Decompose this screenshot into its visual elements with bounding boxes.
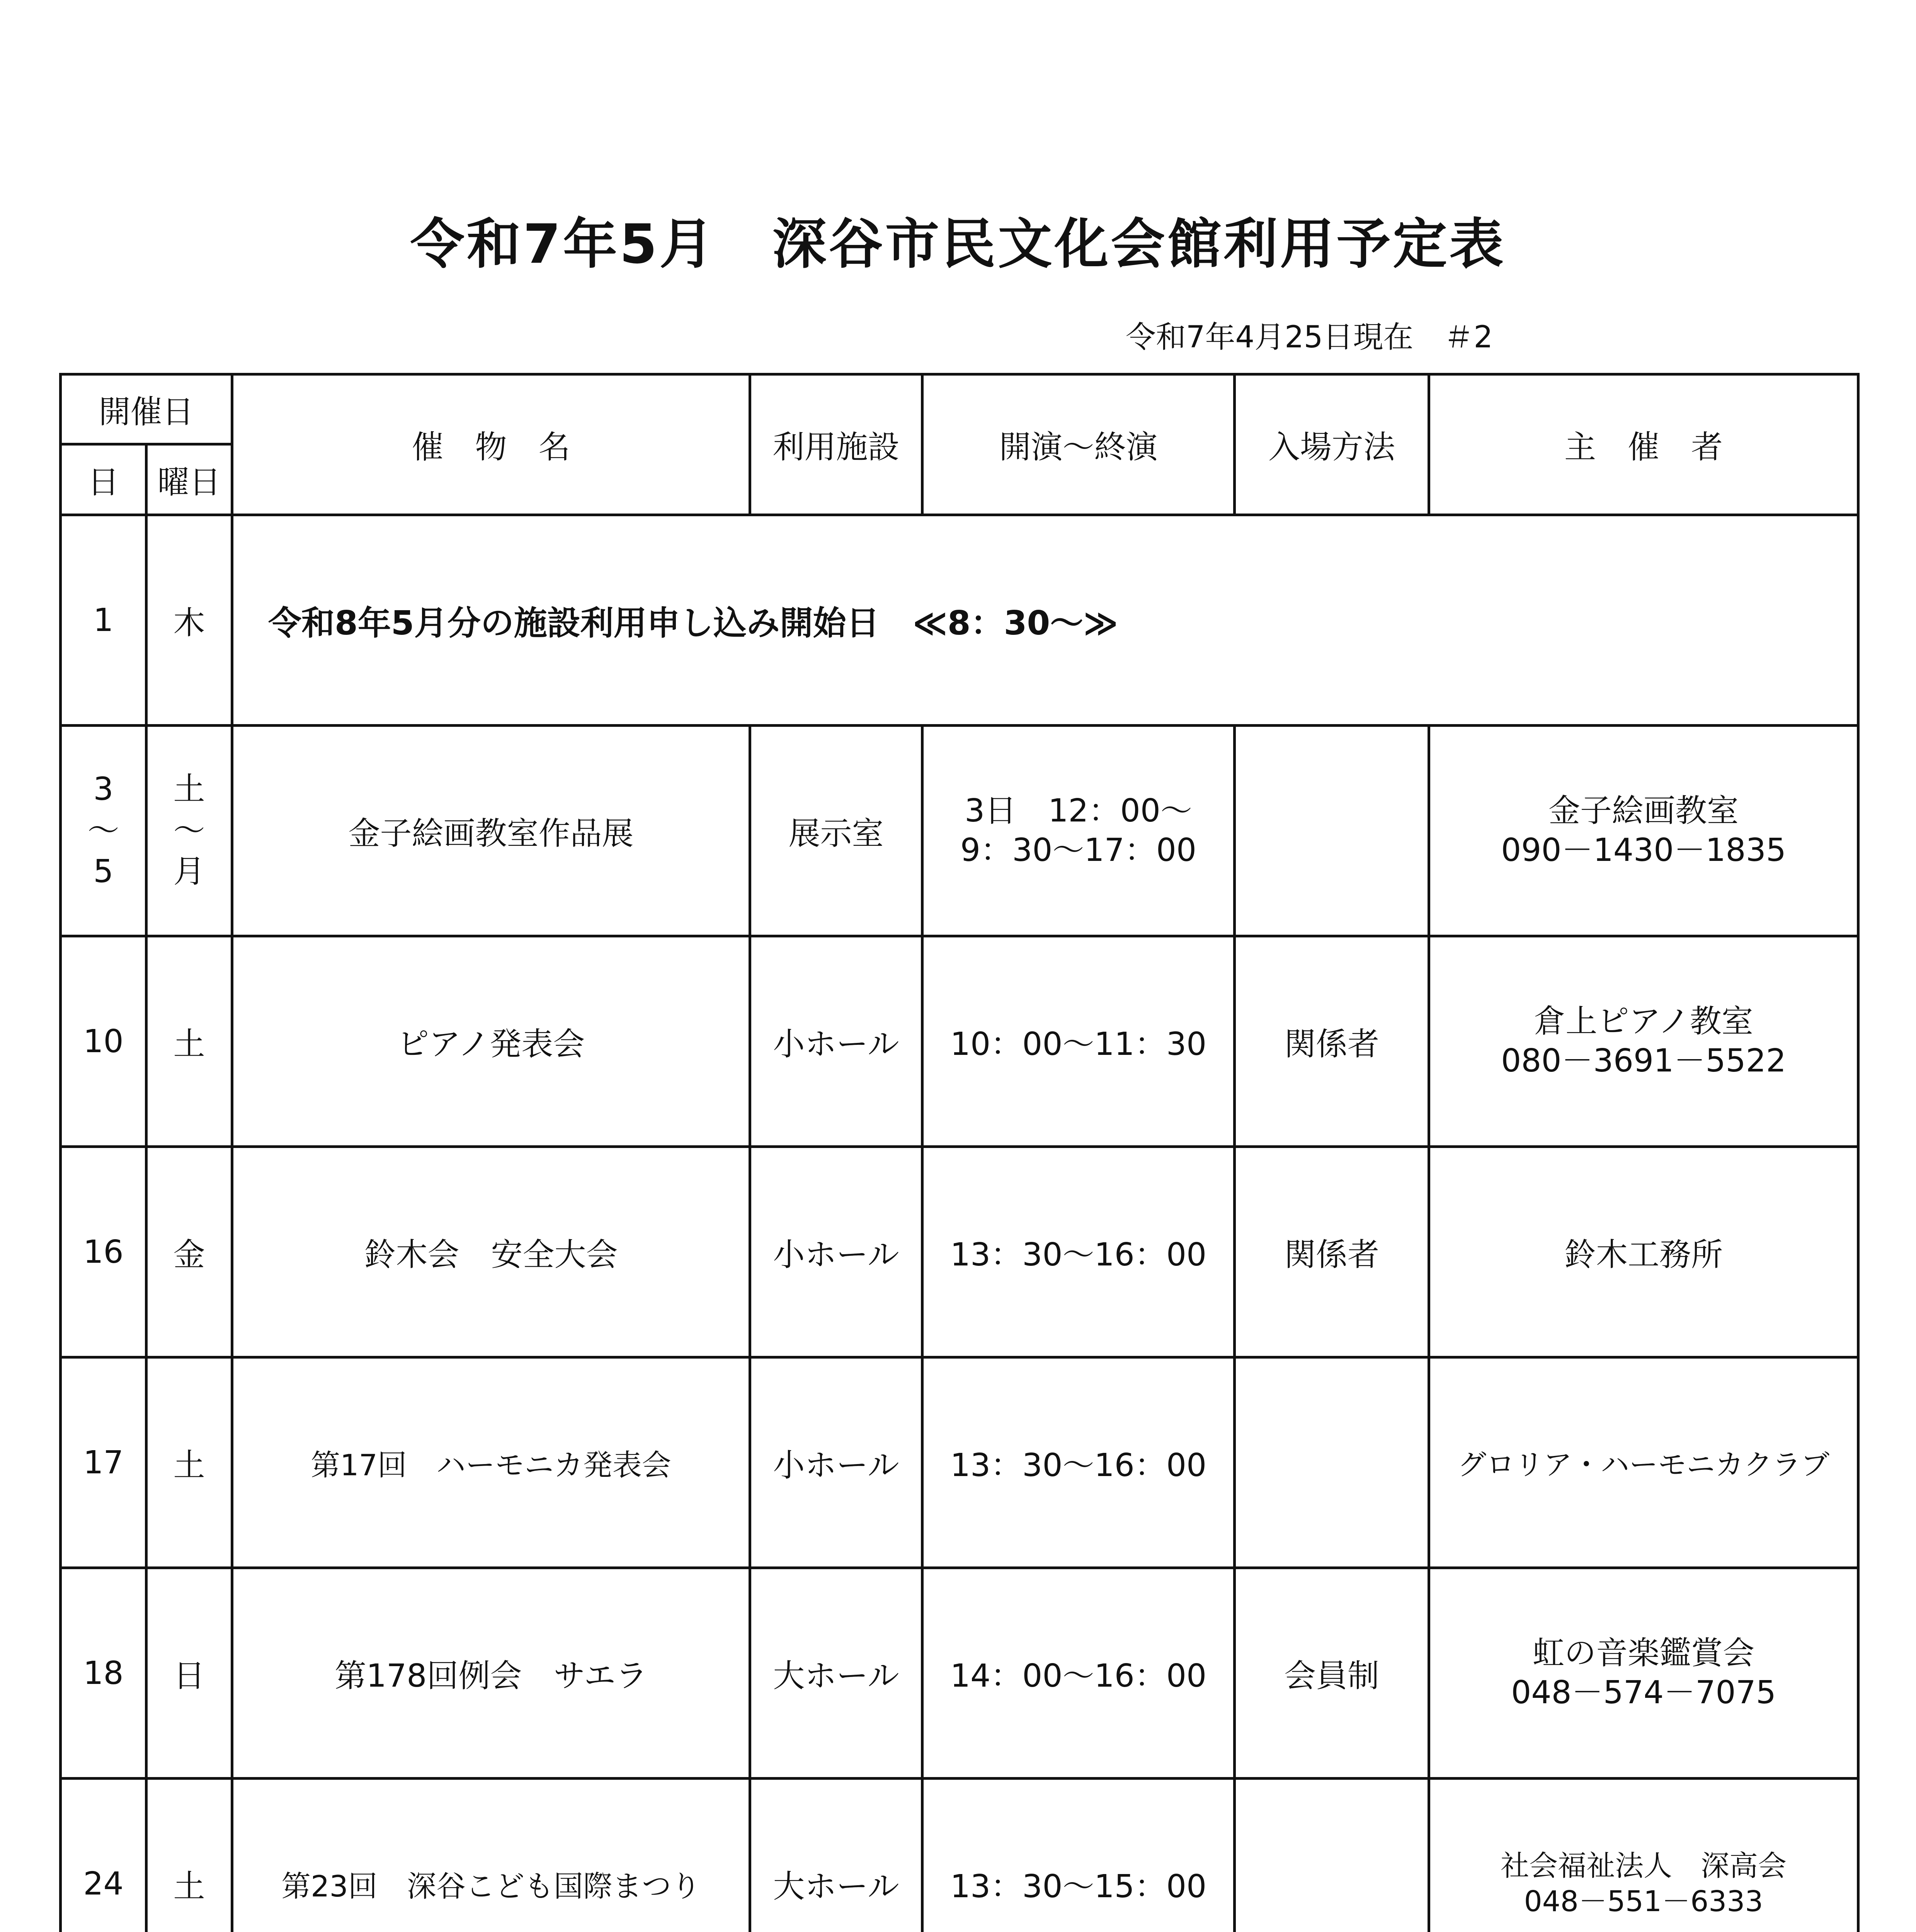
weekday-cell: 土 — [146, 1779, 232, 1932]
weekday-cell: 土 — [146, 936, 232, 1147]
time-cell: 13：30～15：00 — [922, 1779, 1235, 1932]
header-time: 開演～終演 — [922, 374, 1235, 515]
weekday-cell: 土 — [146, 1357, 232, 1568]
day-cell: 3 ～ 5 — [61, 726, 146, 936]
admission-cell — [1235, 1779, 1429, 1932]
header-admission: 入場方法 — [1235, 374, 1429, 515]
time-cell: 10：00～11：30 — [922, 936, 1235, 1147]
header-day: 日 — [61, 444, 146, 515]
table-row — [61, 1779, 1858, 1932]
day-cell: 17 — [61, 1357, 146, 1568]
event-cell: 金子絵画教室作品展 — [232, 726, 750, 936]
weekday-cell: 金 — [146, 1147, 232, 1357]
day-cell: 1 — [61, 515, 146, 726]
as-of-date: 令和7年4月25日現在 ＃2 — [1125, 320, 1493, 355]
facility-cell: 小ホール — [750, 1147, 922, 1357]
time-cell: 14：00～16：00 — [922, 1568, 1235, 1779]
facility-cell: 大ホール — [750, 1568, 922, 1779]
day-cell: 10 — [61, 936, 146, 1147]
organizer-cell: 虹の音楽鑑賞会 048－574－7075 — [1429, 1568, 1858, 1779]
organizer-cell: 社会福祉法人 深高会 048－551－6333 — [1429, 1779, 1858, 1932]
day-cell: 24 — [61, 1779, 146, 1932]
facility-cell: 展示室 — [750, 726, 922, 936]
admission-cell — [1235, 726, 1429, 936]
header-weekday: 曜日 — [146, 444, 232, 515]
organizer-cell: 金子絵画教室 090－1430－1835 — [1429, 726, 1858, 936]
schedule-table — [59, 373, 1860, 1932]
event-cell: 第17回 ハーモニカ発表会 — [232, 1357, 750, 1568]
table-row — [61, 936, 1858, 1147]
facility-cell: 小ホール — [750, 1357, 922, 1568]
table-row — [61, 1147, 1858, 1357]
weekday-cell: 土 ～ 月 — [146, 726, 232, 936]
admission-cell — [1235, 1357, 1429, 1568]
header-organizer: 主 催 者 — [1429, 374, 1858, 515]
time-cell: 3日 12：00～ 9：30～17：00 — [922, 726, 1235, 936]
table-row — [61, 1357, 1858, 1568]
page-title: 令和7年5月 深谷市民文化会館利用予定表 — [410, 213, 1506, 276]
table-row — [61, 515, 1858, 726]
time-cell: 13：30～16：00 — [922, 1147, 1235, 1357]
notice-cell: 令和8年5月分の施設利用申し込み開始日 ≪8：30～≫ — [232, 515, 1858, 726]
table-row — [61, 1568, 1858, 1779]
header-row — [61, 374, 1858, 444]
event-cell: 第178回例会 サエラ — [232, 1568, 750, 1779]
event-cell: 第23回 深谷こども国際まつり — [232, 1779, 750, 1932]
event-cell: ピアノ発表会 — [232, 936, 750, 1147]
table-row — [61, 726, 1858, 936]
day-cell: 18 — [61, 1568, 146, 1779]
organizer-cell: グロリア・ハーモニカクラブ — [1429, 1357, 1858, 1568]
organizer-cell: 倉上ピアノ教室 080－3691－5522 — [1429, 936, 1858, 1147]
header-facility: 利用施設 — [750, 374, 922, 515]
facility-cell: 小ホール — [750, 936, 922, 1147]
header-event: 催 物 名 — [232, 374, 750, 515]
weekday-cell: 木 — [146, 515, 232, 726]
admission-cell: 会員制 — [1235, 1568, 1429, 1779]
admission-cell: 関係者 — [1235, 936, 1429, 1147]
facility-cell: 大ホール — [750, 1779, 922, 1932]
organizer-cell: 鈴木工務所 — [1429, 1147, 1858, 1357]
time-cell: 13：30～16：00 — [922, 1357, 1235, 1568]
admission-cell: 関係者 — [1235, 1147, 1429, 1357]
weekday-cell: 日 — [146, 1568, 232, 1779]
header-date-group: 開催日 — [61, 374, 232, 444]
event-cell: 鈴木会 安全大会 — [232, 1147, 750, 1357]
day-cell: 16 — [61, 1147, 146, 1357]
